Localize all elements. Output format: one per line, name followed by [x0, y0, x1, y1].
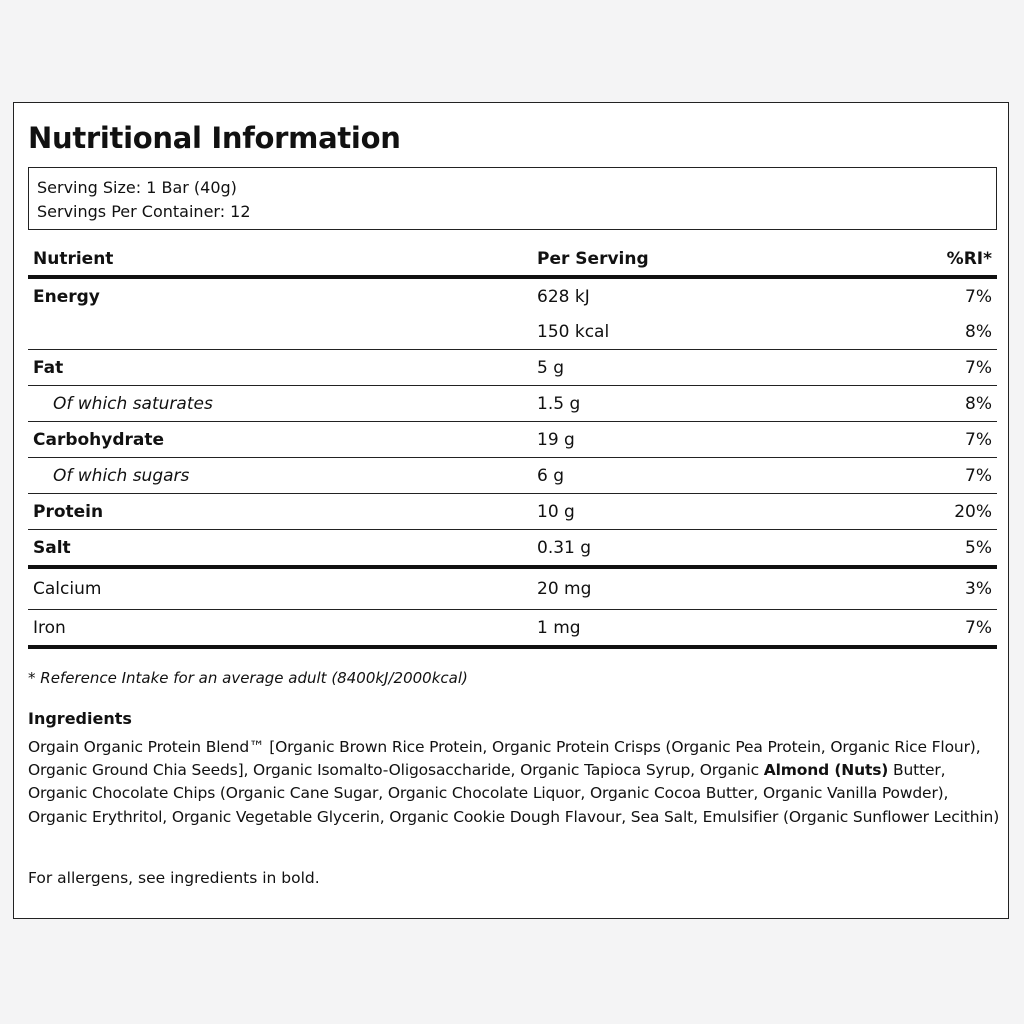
ri-value: 7%	[832, 610, 997, 648]
nutrition-panel	[13, 102, 1009, 919]
page-title: Nutritional Information	[28, 121, 401, 155]
table-row	[28, 610, 997, 648]
header-nutrient: Nutrient	[28, 243, 532, 277]
ri-value: 7%	[965, 286, 992, 307]
table-header-row	[28, 243, 997, 277]
nutrient-name: Iron	[28, 610, 532, 648]
per-serving-value: 10 g	[532, 494, 832, 530]
nutrition-table	[28, 243, 997, 649]
ingredients-text	[28, 736, 1003, 829]
allergen-note: For allergens, see ingredients in bold.	[28, 869, 320, 887]
ri-value: 7%	[832, 458, 997, 494]
ri-value: 3%	[832, 567, 997, 610]
ingredients-heading: Ingredients	[28, 709, 132, 728]
ri-value: 7%	[832, 350, 997, 386]
header-per-serving: Per Serving	[532, 243, 832, 277]
ri-value: 8%	[832, 386, 997, 422]
ri-footnote: * Reference Intake for an average adult (8400kJ/2000kcal)	[28, 669, 468, 687]
nutrient-name: Of which sugars	[28, 458, 532, 494]
allergen-highlight: Almond (Nuts)	[763, 761, 889, 780]
per-serving-value: 628 kJ	[537, 286, 590, 307]
per-serving-value: 150 kcal	[532, 314, 832, 350]
table-row	[28, 494, 997, 530]
ri-value: 5%	[832, 530, 997, 568]
table-row	[28, 277, 997, 314]
per-serving-value: 5 g	[532, 350, 832, 386]
serving-size: Serving Size: 1 Bar (40g)	[37, 178, 237, 197]
per-serving-value: 1.5 g	[532, 386, 832, 422]
per-serving-value: 6 g	[532, 458, 832, 494]
ingredients-part-1: Orgain Organic Protein Blend™ [Organic Brown Rice Protein, Organic Protein Crisps (Organic Pea Protein, Organic Rice Flour), Organic Ground Chia Seeds], Organic Isomalto-Oligosaccharide, Organic Tapioca Syrup, Organic	[28, 738, 981, 780]
serving-info-box	[28, 167, 997, 230]
per-serving-value: 0.31 g	[532, 530, 832, 568]
table-row	[28, 458, 997, 494]
table-row	[28, 422, 997, 458]
table-row	[28, 567, 997, 610]
nutrient-name: Carbohydrate	[28, 422, 532, 458]
ri-value: 20%	[832, 494, 997, 530]
nutrient-name: Calcium	[28, 567, 532, 610]
per-serving-value: 20 mg	[532, 567, 832, 610]
table-row	[28, 386, 997, 422]
header-ri: %RI*	[832, 243, 997, 277]
ingredients-part-2: Butter, Organic Chocolate Chips (Organic Cane Sugar, Organic Chocolate Liquor, Organic Cocoa Butter, Organic Vanilla Powder), Organic Erythritol, Organic Vegetable Glycerin, Organic Cookie Dough Flavour, Sea Salt, Emulsifier (Organic Sunflower Lecithin)	[28, 761, 1000, 826]
nutrient-name	[28, 314, 532, 350]
servings-per-container: Servings Per Container: 12	[37, 202, 251, 221]
per-serving-value: 19 g	[532, 422, 832, 458]
ri-value: 8%	[832, 314, 997, 350]
per-serving-value: 1 mg	[532, 610, 832, 648]
nutrient-name: Of which saturates	[28, 386, 532, 422]
nutrient-name: Protein	[28, 494, 532, 530]
table-row	[28, 350, 997, 386]
nutrient-name: Salt	[28, 530, 532, 568]
nutrient-name: Energy	[33, 286, 100, 307]
table-row	[28, 530, 997, 568]
table-row	[28, 314, 997, 350]
nutrient-name: Fat	[28, 350, 532, 386]
ri-value: 7%	[832, 422, 997, 458]
